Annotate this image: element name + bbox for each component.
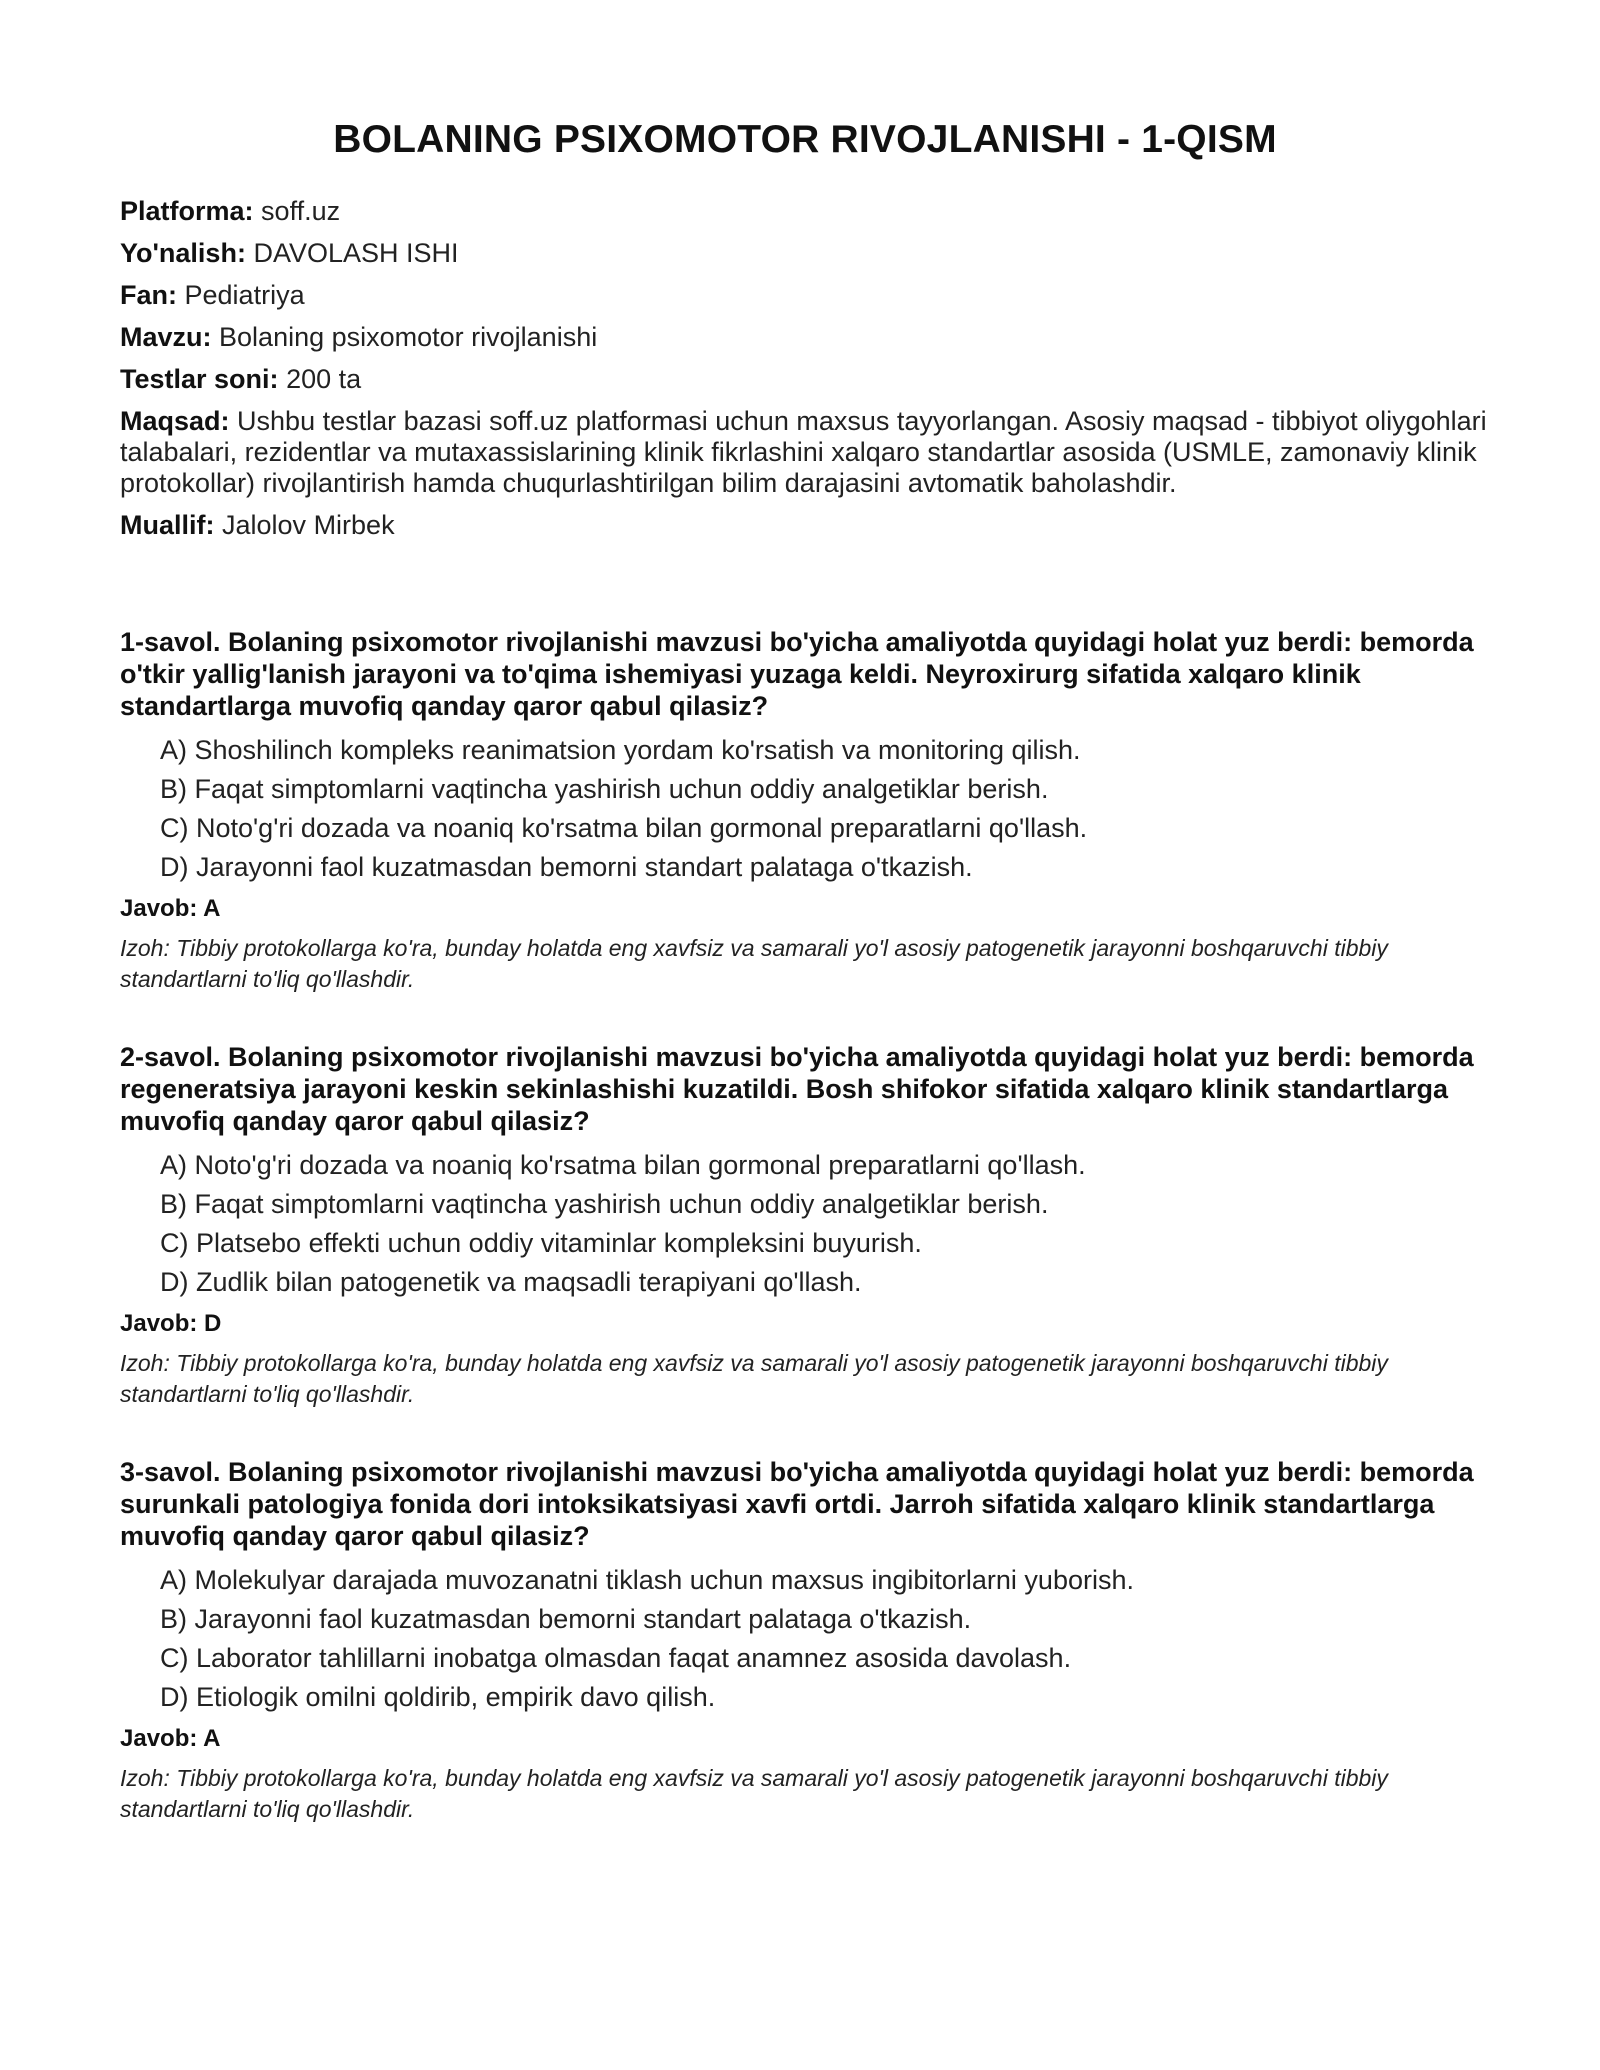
option-c: C) Platsebo effekti uchun oddiy vitaminlar kompleksini buyurish. bbox=[160, 1228, 922, 1258]
question-text: 2-savol. Bolaning psixomotor rivojlanishi mavzusi bo'yicha amaliyotda quyidagi holat yuz berdi: bemorda regeneratsiya jarayoni keskin sekinlashishi kuzatildi. Bosh shifokor sifatida xalqaro klinik standartlarga muvofiq qanday qaror qabul qilasiz? bbox=[120, 1042, 1474, 1136]
meta-label: Yo'nalish: bbox=[120, 238, 246, 268]
meta-author bbox=[120, 510, 1490, 541]
meta-goal bbox=[120, 406, 1490, 499]
question-1 bbox=[120, 626, 1490, 995]
option-b: B) Jarayonni faol kuzatmasdan bemorni standart palataga o'tkazish. bbox=[160, 1604, 972, 1634]
meta-label: Mavzu: bbox=[120, 322, 212, 352]
option-a: A) Molekulyar darajada muvozanatni tiklash uchun maxsus ingibitorlarni yuborish. bbox=[160, 1565, 1134, 1595]
question-2 bbox=[120, 1041, 1490, 1410]
meta-value: 200 ta bbox=[286, 364, 362, 394]
option-a: A) Noto'g'ri dozada va noaniq ko'rsatma bilan gormonal preparatlarni qo'llash. bbox=[160, 1150, 1086, 1180]
meta-direction bbox=[120, 238, 1490, 269]
option-b: B) Faqat simptomlarni vaqtincha yashirish uchun oddiy analgetiklar berish. bbox=[160, 1189, 1049, 1219]
option-c: C) Laborator tahlillarni inobatga olmasdan faqat anamnez asosida davolash. bbox=[160, 1643, 1072, 1673]
options-list bbox=[120, 734, 1490, 883]
page-title: BOLANING PSIXOMOTOR RIVOJLANISHI - 1-QISM bbox=[333, 118, 1277, 161]
meta-value: Pediatriya bbox=[184, 280, 305, 310]
option-b: B) Faqat simptomlarni vaqtincha yashirish uchun oddiy analgetiklar berish. bbox=[160, 774, 1049, 804]
explanation-note: Izoh: Tibbiy protokollarga ko'ra, bunday holatda eng xavfsiz va samarali yo'l asosiy patogenetik jarayonni boshqaruvchi tibbiy standartlarni to'liq qo'llashdir. bbox=[120, 1350, 1388, 1407]
option-d: D) Jarayonni faol kuzatmasdan bemorni standart palataga o'tkazish. bbox=[160, 852, 973, 882]
meta-topic bbox=[120, 322, 1490, 353]
meta-label: Platforma: bbox=[120, 196, 254, 226]
meta-label: Fan: bbox=[120, 280, 177, 310]
meta-subject bbox=[120, 280, 1490, 311]
meta-platform bbox=[120, 196, 1490, 227]
question-text: 3-savol. Bolaning psixomotor rivojlanishi mavzusi bo'yicha amaliyotda quyidagi holat yuz berdi: bemorda surunkali patologiya fonida dori intoksikatsiyasi xavfi ortdi. Jarroh sifatida xalqaro klinik standartlarga muvofiq qanday qaror qabul qilasiz? bbox=[120, 1457, 1474, 1551]
metadata-block bbox=[120, 196, 1490, 541]
explanation-note: Izoh: Tibbiy protokollarga ko'ra, bunday holatda eng xavfsiz va samarali yo'l asosiy patogenetik jarayonni boshqaruvchi tibbiy standartlarni to'liq qo'llashdir. bbox=[120, 1765, 1388, 1822]
meta-label: Testlar soni: bbox=[120, 364, 279, 394]
meta-value: Bolaning psixomotor rivojlanishi bbox=[219, 322, 598, 352]
meta-label: Maqsad: bbox=[120, 406, 230, 436]
meta-value: Ushbu testlar bazasi soff.uz platformasi uchun maxsus tayyorlangan. Asosiy maqsad - tibbiyot oliygohlari talabalari, rezidentlar va mutaxassislarining klinik fikrlashini xalqaro standartlar asosida (USMLE, zamonaviy klinik protokollar) rivojlantirish hamda chuqurlashtirilgan bilim darajasini avtomatik baholashdir. bbox=[120, 406, 1487, 498]
option-a: A) Shoshilinch kompleks reanimatsion yordam ko'rsatish va monitoring qilish. bbox=[160, 735, 1081, 765]
option-c: C) Noto'g'ri dozada va noaniq ko'rsatma bilan gormonal preparatlarni qo'llash. bbox=[160, 813, 1088, 843]
question-text: 1-savol. Bolaning psixomotor rivojlanishi mavzusi bo'yicha amaliyotda quyidagi holat yuz berdi: bemorda o'tkir yallig'lanish jarayoni va to'qima ishemiyasi yuzaga keldi. Neyroxirurg sifatida xalqaro klinik standartlarga muvofiq qanday qaror qabul qilasiz? bbox=[120, 627, 1474, 721]
meta-value: soff.uz bbox=[261, 196, 341, 226]
options-list bbox=[120, 1149, 1490, 1298]
meta-label: Muallif: bbox=[120, 510, 215, 540]
option-d: D) Zudlik bilan patogenetik va maqsadli terapiyani qo'llash. bbox=[160, 1267, 862, 1297]
questions-list bbox=[120, 626, 1490, 1825]
meta-value: DAVOLASH ISHI bbox=[253, 238, 459, 268]
answer-label: Javob: A bbox=[120, 895, 221, 922]
explanation-note: Izoh: Tibbiy protokollarga ko'ra, bunday holatda eng xavfsiz va samarali yo'l asosiy patogenetik jarayonni boshqaruvchi tibbiy standartlarni to'liq qo'llashdir. bbox=[120, 935, 1388, 992]
meta-test-count bbox=[120, 364, 1490, 395]
option-d: D) Etiologik omilni qoldirib, empirik davo qilish. bbox=[160, 1682, 716, 1712]
answer-label: Javob: A bbox=[120, 1725, 221, 1752]
question-3 bbox=[120, 1456, 1490, 1825]
options-list bbox=[120, 1564, 1490, 1713]
document-page bbox=[120, 118, 1490, 1871]
answer-label: Javob: D bbox=[120, 1310, 222, 1337]
meta-value: Jalolov Mirbek bbox=[222, 510, 395, 540]
